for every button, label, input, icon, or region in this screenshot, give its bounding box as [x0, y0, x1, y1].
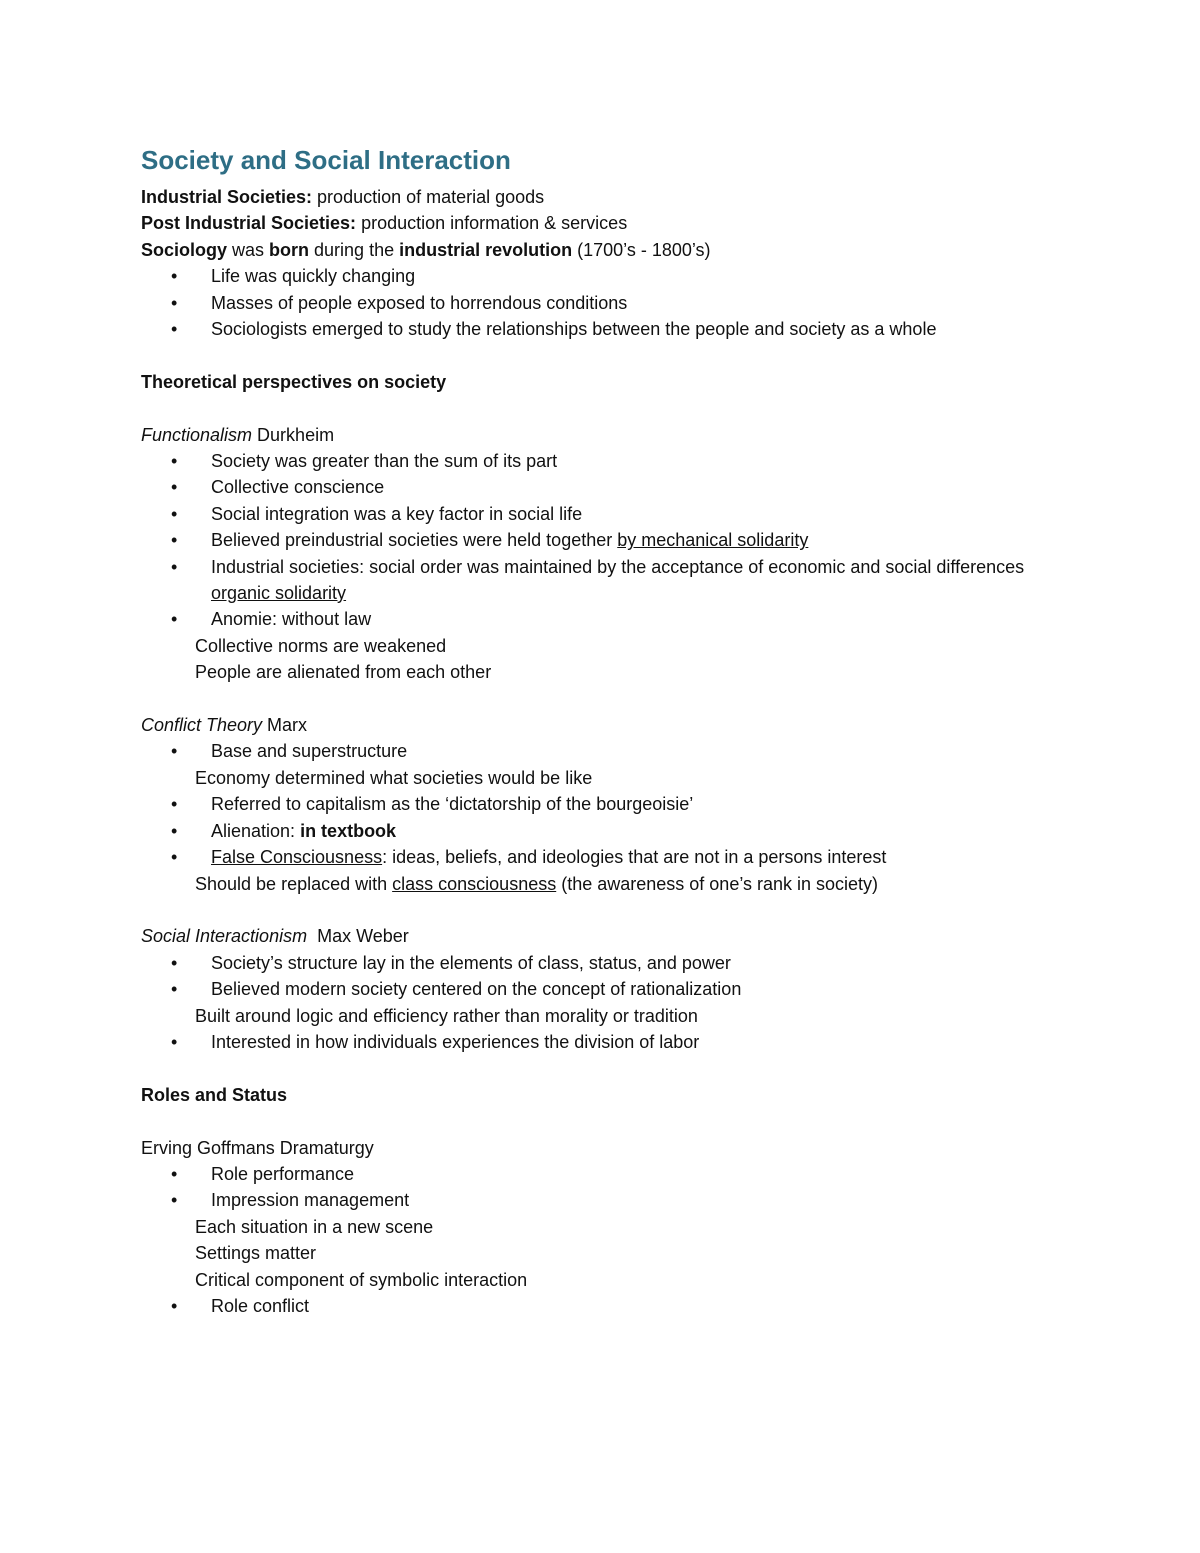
text-run: Industrial societies: social order was maintained by the acceptance of economic and social differences — [211, 556, 1025, 577]
continuation-line: Built around logic and efficiency rather than morality or tradition — [195, 1005, 698, 1026]
list-item: • Base and superstructure — [141, 738, 1081, 764]
bold-run: born — [269, 239, 310, 260]
list-item: • Believed modern society centered on the concept of rationalization — [141, 976, 1081, 1002]
functionalism-heading — [141, 422, 1081, 448]
document-body — [141, 142, 1081, 1319]
conflict-list — [141, 791, 1081, 870]
bold-run: industrial revolution — [399, 239, 573, 260]
spacer — [141, 1108, 1081, 1134]
text-run: was — [227, 239, 270, 260]
term-label: Sociology — [141, 239, 228, 260]
text-run: (the awareness of one’s rank in society) — [556, 873, 879, 894]
list-item — [141, 818, 1081, 844]
interactionism-list — [141, 950, 1081, 1003]
post-industrial-line — [141, 210, 1081, 236]
definition-text: production of material goods — [312, 187, 545, 207]
list-item: • Masses of people exposed to horrendous conditions — [141, 290, 1081, 316]
list-item: • Society’s structure lay in the elements of class, status, and power — [141, 950, 1081, 976]
text-run: (1700’s - 1800’s) — [572, 239, 711, 260]
list-item: • Collective conscience — [141, 474, 1081, 500]
list-item: • Referred to capitalism as the ‘dictatorship of the bourgeoisie’ — [141, 791, 1081, 817]
text-run: Should be replaced with — [195, 873, 393, 894]
sociology-born-line — [141, 237, 1081, 263]
term-label: Post Industrial Societies: — [141, 213, 357, 234]
text-run: during the — [309, 239, 400, 260]
continuation-line: Each situation in a new scene — [195, 1216, 434, 1237]
continuation-line — [141, 871, 1081, 897]
list-item: • Life was quickly changing — [141, 263, 1081, 289]
list-item: • Society was greater than the sum of its part — [141, 448, 1081, 474]
list-item — [141, 527, 1081, 553]
underlined-term: False Consciousness — [211, 847, 383, 868]
text-run: Alienation: — [211, 820, 301, 841]
underlined-term: organic solidarity — [211, 583, 347, 604]
theory-name: Social Interactionism — [141, 926, 308, 947]
heading-text: Roles and Status — [141, 1084, 288, 1105]
list-item: • Anomie: without law — [141, 606, 1081, 632]
spacer — [141, 686, 1081, 712]
bold-run: in textbook — [300, 820, 397, 841]
interactionism-list — [141, 1029, 1081, 1055]
term-label: Industrial Societies: — [141, 187, 313, 207]
theory-name: Conflict Theory — [141, 715, 263, 736]
dramaturgy-heading: Erving Goffmans Dramaturgy — [141, 1137, 374, 1158]
list-item: • Role performance — [141, 1161, 1081, 1187]
conflict-theory-heading — [141, 712, 1081, 738]
spacer — [141, 395, 1081, 421]
intro-bullet-list — [141, 263, 1081, 342]
continuation-line: Critical component of symbolic interaction — [195, 1269, 528, 1290]
list-item — [141, 844, 1081, 870]
theory-name: Functionalism — [141, 424, 253, 445]
continuation-line: People are alienated from each other — [195, 662, 492, 683]
theorist-name: Marx — [262, 715, 308, 736]
document-title: Society and Social Interaction — [141, 145, 511, 175]
heading-text: Theoretical perspectives on society — [141, 371, 447, 392]
underlined-term: by mechanical solidarity — [617, 530, 809, 551]
list-item: • Social integration was a key factor in social life — [141, 501, 1081, 527]
spacer — [141, 897, 1081, 923]
functionalism-list — [141, 448, 1081, 633]
list-item: • Sociologists emerged to study the relationships between the people and society as a whole — [141, 316, 1081, 342]
spacer — [141, 1055, 1081, 1081]
text-run: : ideas, beliefs, and ideologies that are not in a persons interest — [382, 847, 887, 868]
underlined-term: class consciousness — [392, 873, 557, 894]
definition-text: production information & services — [356, 213, 628, 234]
list-item: • Interested in how individuals experiences the division of labor — [141, 1029, 1081, 1055]
theorist-name: Durkheim — [252, 424, 335, 445]
continuation-line: Economy determined what societies would be like — [195, 767, 593, 788]
section-heading — [141, 369, 1081, 395]
dramaturgy-list — [141, 1161, 1081, 1214]
theorist-name: Max Weber — [307, 926, 409, 947]
section-heading — [141, 1082, 1081, 1108]
list-item: • Impression management — [141, 1187, 1081, 1213]
list-item — [141, 554, 1081, 607]
interactionism-heading — [141, 923, 1081, 949]
spacer — [141, 342, 1081, 368]
list-item: • Role conflict — [141, 1293, 1081, 1319]
conflict-list — [141, 738, 1081, 764]
continuation-line: Collective norms are weakened — [195, 635, 447, 656]
dramaturgy-list — [141, 1293, 1081, 1319]
industrial-societies-line — [141, 184, 1081, 210]
text-run: Believed preindustrial societies were held together — [211, 530, 618, 551]
continuation-line: Settings matter — [195, 1243, 317, 1264]
